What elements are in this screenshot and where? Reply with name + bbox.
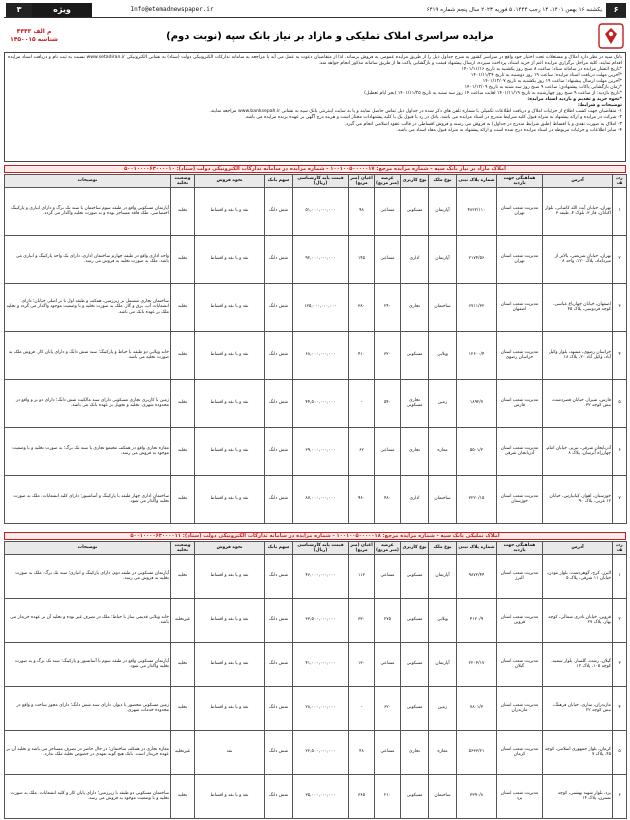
cell-usage-type: تجاری [401,427,429,475]
cell-land-area: مشاعی [375,427,401,475]
bank-logo-icon [596,22,626,50]
col-header-visit-coordination: هماهنگی جهت بازدید [497,175,543,188]
cell-building-area: ۴۸ [349,730,375,774]
table-row [5,774,627,818]
cell-visit-coordination: مدیریت شعب استان قزوین [497,598,543,642]
section-2-bar: املاک تملیکی بانک سپه - شماره مزایده مرجع: ۱۰۰۱۰۰۵۰۰۰۰۰۱۸ - شماره مزایده در سامانه تدارکات الکترونیکی دولت (ستاد): ۵۰۰۱۰۰۰۰۶۳۰۰۰۰۱۱ [4,532,626,540]
cell-description: آپارتمان مسکونی واقع در طبقه سوم با آسانسور و پارکینگ؛ سند تک برگ و به صورت تخلیه واگذار می شود. [5,642,171,686]
cell-property-type: ویلایی [429,598,457,642]
cell-base-price: ۱۲۵,۰۰۰,۰۰۰,۰۰۰ [293,283,349,331]
table-row [5,642,627,686]
cell-description: زمین با کاربری تجاری مسکونی دارای سند مالکیت شش دانگ؛ دارای دو بر و واقع در محدوده شهری. تخلیه و تحویل بر عهده بانک می باشد. [5,379,171,427]
header-special-label: ویژه [32,3,92,17]
col-header-usage-type: نوع کاربری [401,542,429,555]
col-header-property-type: نوع ملک [429,175,457,188]
cell-land-area: مشاعی [375,235,401,283]
col-header-description: توضیحات [5,542,171,555]
cell-vacancy-status: تخلیه [171,554,195,598]
cell-row-number: ۵ [613,379,627,427]
cell-vacancy-status: تخلیه [171,379,195,427]
cell-row-number: ۴ [613,331,627,379]
cell-vacancy-status: غیرتخلیه [171,598,195,642]
table-row [5,331,627,379]
section-1-header-row [5,175,627,188]
cell-visit-coordination: مدیریت شعب استان البرز [497,554,543,598]
cell-bank-share: شش دانگ [265,379,293,427]
table-row [5,187,627,235]
cell-sale-method: نقد و یا نقد و اقساط [195,475,265,523]
cell-usage-type: تجاری [401,730,429,774]
cell-visit-coordination: مدیریت شعب استان آذربایجان شرقی [497,427,543,475]
cell-base-price: ۲۸,۰۰۰,۰۰۰,۰۰۰ [293,686,349,730]
cell-sale-method: نقد و یا نقد و اقساط [195,379,265,427]
col-header-row-number: ردیف [613,542,627,555]
cell-property-type: مغازه [429,427,457,475]
cell-bank-share: شش دانگ [265,686,293,730]
cell-sale-method: نقد و یا نقد و اقساط [195,331,265,379]
table-row [5,730,627,774]
intro-paragraph-1: بانک سپه در نظر دارد املاک و مستغلات تحت اختیار خود واقع در سراسر کشور به شرح جداول ذیل را از طریق مزایده عمومی به فروش برساند. لذا از متقاضیان دعوت به عمل می آید با مراجعه به سامانه تدارکات الکترونیکی دولت (ستاد) به نشانی الکترونیکی www.setadiran.ir نسبت به ثبت نام و دریافت اسناد مزایده اقدام نمایند. کلیه مراحل برگزاری مزایده اعم از خرید اسناد، پرداخت سپرده، ارسال پیشنهاد قیمت و بازگشایی پاکت ها از طریق سامانه مذکور انجام خواهد شد. [8,55,622,66]
cell-vacancy-status: تخلیه [171,642,195,686]
cell-address: خوزستان، اهواز، کیانپارس، خیابان ۱۲ غربی، پلاک ۹۰ [543,475,613,523]
cell-building-area: - [349,379,375,427]
cell-registry-plate: ۵۵۰۱/۲ [457,427,497,475]
cell-building-area: ۳۶۵ [349,774,375,818]
cell-description: آپارتمان مسکونی در طبقه دوم، دارای پارکینگ و انباری؛ سند تک برگ. ملک به صورت تخلیه به فروش می رسد. [5,554,171,598]
cell-land-area: مشاعی [375,554,401,598]
cell-building-area: - [349,686,375,730]
table-row [5,598,627,642]
intro-purchase-heading: *نحوه خرید و تقدیم و بازدید اسناد مزایده: [527,97,622,103]
cell-base-price: ۴۱,۰۰۰,۰۰۰,۰۰۰ [293,642,349,686]
cell-row-number: ۳ [613,283,627,331]
cell-address: قزوین، خیابان نادری شمالی، کوچه بهار، پلاک ۲۷ [543,598,613,642]
cell-property-type: زمین [429,686,457,730]
cell-land-area: ۲۴۰ [375,283,401,331]
cell-vacancy-status: تخلیه [171,774,195,818]
col-header-bank-share: سهم بانک [265,175,293,188]
cell-usage-type: مسکونی [401,554,429,598]
cell-row-number: ۶ [613,427,627,475]
intro-condition-1: ۱- متقاضیان جهت کسب اطلاع از جزئیات املاک و دریافت اطلاعات تکمیلی با شماره تلفن های ذکر شده در جداول ذیل تماس حاصل نمایند و یا به سایت اینترنتی بانک سپه به نشانی www.banksepah.ir مراجعه نمایند. [209,109,622,115]
intro-visit-date: *تاریخ بازدید: از ساعت ۹ صبح روز چهارشنبه به تاریخ ۱۴۰۱/۱۱/۱۹ لغایت ساعت ۱۴ روز سه شنبه به تاریخ ۱۴۰۱/۱۱/۲۵ (بجز ایام تعطیل) [364,91,622,97]
cell-row-number: ۱ [613,187,627,235]
col-header-description: توضیحات [5,175,171,188]
cell-sale-method: نقد و یا نقد و اقساط [195,554,265,598]
col-header-bank-share: سهم بانک [265,542,293,555]
cell-address: تهران، خیابان آیت الله کاشانی، بلوار اکباتان، فاز ۳، بلوک ۴، طبقه ۳ [543,187,613,235]
section-2-table [4,541,627,819]
cell-visit-coordination: مدیریت شعب استان گیلان [497,642,543,686]
cell-row-number: ۱ [613,554,627,598]
table-row [5,235,627,283]
cell-usage-type: اداری [401,475,429,523]
cell-visit-coordination: مدیریت شعب استان کرمان [497,730,543,774]
intro-text-block [4,52,626,162]
cell-base-price: ۶۸,۰۰۰,۰۰۰,۰۰۰ [293,331,349,379]
col-header-land-area: عرصه (متر مربع) [376,175,399,186]
cell-registry-plate: ۱۲۶۰۰/۴ [457,331,497,379]
cell-row-number: ۲ [613,235,627,283]
intro-conditions-heading: توضیحات و شرایط: [577,103,622,109]
header-date-line: یکشنبه ۱۶ بهمن ۱۴۰۱، ۱۴ رجب ۱۴۴۴، ۵ فوریه ۲۰۲۳ سال پنجم شماره ۶۴۱۹ [426,6,602,13]
col-header-sale-method: نحوه فروش [195,175,265,188]
cell-description: آپارتمان مسکونی واقع در طبقه سوم ساختمان با سند تک برگ و دارای انباری و پارکینگ اختصاصی. ملک فاقد مستاجر بوده و به صورت تخلیه واگذار می گردد. [5,187,171,235]
cell-bank-share: شش دانگ [265,235,293,283]
cell-property-type: آپارتمان [429,235,457,283]
cell-row-number: ۵ [613,730,627,774]
cell-bank-share: شش دانگ [265,774,293,818]
cell-description: مغازه تجاری واقع در همکف مجتمع تجاری با سند تک برگ؛ به صورت تخلیه و با وضعیت موجود به فروش می رسد. [5,427,171,475]
cell-usage-type: مسکونی [401,642,429,686]
cell-bank-share: شش دانگ [265,730,293,774]
title-block [4,22,626,50]
cell-registry-plate: ۴۸۲۲/۱۱۰ [457,187,497,235]
col-header-base-price: قیمت پایه کارشناسی (ریال) [293,175,349,188]
cell-base-price: ۳۳,۵۰۰,۰۰۰,۰۰۰ [293,598,349,642]
cell-bank-share: شش دانگ [265,554,293,598]
cell-sale-method: نقد و یا نقد و اقساط [195,774,265,818]
cell-visit-coordination: مدیریت شعب استان خوزستان [497,475,543,523]
header-page-number: ۳ [6,3,32,17]
table-row [5,554,627,598]
col-header-land-area: عرصه (متر مربع) [376,542,399,553]
table-row [5,475,627,523]
cell-land-area: مشاعی [375,187,401,235]
cell-visit-coordination: مدیریت شعب استان اصفهان [497,283,543,331]
cell-land-area: مشاعی [375,730,401,774]
cell-usage-type: اداری [401,235,429,283]
cell-building-area: ۱۴۵ [349,235,375,283]
col-header-sale-method: نحوه فروش [195,542,265,555]
cell-bank-share: شش دانگ [265,187,293,235]
cell-description: ساختمان تجاری مشتمل بر زیرزمین، همکف و طبقه اول با بر اصلی خیابان؛ دارای انشعابات آب، برق و گاز. ملک به صورت تخلیه و با وضعیت موجود واگذار می گردد و تخلیه ملک بر عهده بانک می باشد. [5,283,171,331]
cell-vacancy-status: تخلیه [171,686,195,730]
cell-land-area: ۶۲۰ [375,686,401,730]
cell-property-type: آپارتمان [429,554,457,598]
cell-building-area: ۳۳۰ [349,598,375,642]
cell-sale-method: نقد [195,730,265,774]
cell-base-price: ۹۲,۰۰۰,۰۰۰,۰۰۰ [293,235,349,283]
cell-address: گیلان، رشت، گلسار، بلوار سمیه، کوچه ۱۰۵، پلاک ۱۲ [543,642,613,686]
cell-bank-share: شش دانگ [265,331,293,379]
col-header-registry-plate: شماره پلاک ثبتی [457,542,497,555]
cell-property-type: آپارتمان [429,642,457,686]
cell-registry-plate: ۷۸۰۱/۳ [457,686,497,730]
cell-address: اصفهان، خیابان چهارباغ عباسی، کوچه فردوسی، پلاک ۴۵ [543,283,613,331]
cell-registry-plate: ۶۷۱۱/۳۲ [457,283,497,331]
cell-address: خراسان رضوی، مشهد، بلوار وکیل آباد، وکیل آباد ۲۰، پلاک ۱۸ [543,331,613,379]
cell-address: تهران، خیابان شریعتی، بالاتر از میرداماد، پلاک ۱۲۰، واحد ۸ [543,235,613,283]
intro-docs-deadline: *آخرین مهلت دریافت اسناد مزایده: ساعت ۱۹ روز دوشنبه به تاریخ ۱۴۰۱/۱۱/۲۴ [470,72,622,78]
cell-address: کرمان، بلوار جمهوری اسلامی، کوچه ۴۵، پلاک ۷ [543,730,613,774]
col-header-registry-plate: شماره پلاک ثبتی [457,175,497,188]
cell-land-area: ۲۷۵ [375,598,401,642]
cell-address: فارس، شیراز، خیابان قصردشت، نبش کوچه ۳۲ [543,379,613,427]
cell-property-type: زمین [429,379,457,427]
intro-condition-3: ۳- املاک به صورت نقدی و یا اقساط (طبق شرایط مندرج در جداول) به فروش می رسند و فروش اقساطی در قالب عقود اسلامی انجام می گیرد. [344,121,622,127]
cell-usage-type: مسکونی [401,598,429,642]
cell-bank-share: شش دانگ [265,283,293,331]
notice-title: مزایده سراسری املاک تملیکی و مازاد بر نیاز بانک سپه (نوبت دوم) [166,30,494,42]
cell-usage-type: مسکونی [401,774,429,818]
col-header-address: آدرس [543,175,613,188]
cell-visit-coordination: مدیریت شعب استان خراسان رضوی [497,331,543,379]
cell-property-type: مغازه [429,730,457,774]
cell-property-type: ساختمان [429,774,457,818]
cell-sale-method: نقد و یا نقد و اقساط [195,187,265,235]
cell-address: البرز، کرج، گوهردشت، بلوار موذن، خیابان ۱۱ شرقی، پلاک ۵ [543,554,613,598]
cell-description: ساختمان مسکونی دو طبقه با زیرزمین؛ دارای پایان کار و کلیه انشعابات. ملک به صورت تخلیه و با وضعیت موجود به فروش می رسد. [5,774,171,818]
cell-registry-plate: ۳۲۲۰/۱۵ [457,475,497,523]
cell-description: مغازه تجاری در همکف ساختمان؛ در حال حاضر در تصرف مستاجر می باشد و تخلیه آن بر عهده خریدار است. بانک هیچ گونه تعهدی در خصوص تخلیه ملک ندارد. [5,730,171,774]
cell-description: ساختمان اداری چهار طبقه با پارکینگ و آسانسور؛ دارای کلیه انشعابات. ملک به صورت تخلیه واگذار می شود. [5,475,171,523]
cell-description: زمین مسکونی محصور با دیوار، دارای سند شش دانگ؛ دارای مجوز ساخت و واقع در محدوده خدمات شهری. [5,686,171,730]
intro-publish-date: *تاریخ انتشار مزایده در سامانه ستاد: ساعت ۸ صبح روز یکشنبه به تاریخ ۱۴۰۱/۱۱/۱۶ [461,66,622,72]
cell-visit-coordination: مدیریت شعب استان یزد [497,774,543,818]
cell-building-area: ۹۶۰ [349,475,375,523]
page-header [4,2,626,18]
cell-building-area: ۹۸ [349,187,375,235]
cell-bank-share: شش دانگ [265,642,293,686]
cell-registry-plate: ۵۶۳۳/۲۱ [457,730,497,774]
section-1-table [4,174,627,524]
cell-visit-coordination: مدیریت شعب استان تهران [497,187,543,235]
header-email[interactable]: Info@etemadnewspaper.ir [130,6,214,13]
cell-usage-type: مسکونی [401,686,429,730]
cell-sale-method: نقد و یا نقد و اقساط [195,235,265,283]
intro-opening-date: *زمان بازگشایی پاکات پیشنهادی: ساعت ۹ صبح روز سه شنبه به تاریخ ۱۴۰۱/۱۲/۰۹ [464,84,622,90]
section-1-bar: املاک مازاد بر نیاز بانک سپه - شماره مزایده مرجع: ۱۰۰۱۰۰۵۰۰۰۰۰۱۷ - شماره مزایده در سامانه تدارکات الکترونیکی دولت (ستاد): ۵۰۰۱۰۰۰۰۶۳۰۰۰۰۱۰ [4,165,626,173]
cell-building-area: ۶۲ [349,427,375,475]
cell-usage-type: مسکونی [401,331,429,379]
cell-land-area: مشاعی [375,642,401,686]
cell-building-area: ۱۱۲ [349,554,375,598]
cell-vacancy-status: تخلیه [171,235,195,283]
cell-vacancy-status: تخلیه [171,475,195,523]
col-header-building-area: اعیان (متر مربع) [350,175,373,186]
cell-vacancy-status: تخلیه [171,427,195,475]
col-header-base-price: قیمت پایه کارشناسی (ریال) [293,542,349,555]
section-2-header-row [5,542,627,555]
cell-sale-method: نقد و یا نقد و اقساط [195,642,265,686]
cell-sale-method: نقد و یا نقد و اقساط [195,686,265,730]
table-row [5,686,627,730]
cell-base-price: ۸۷,۰۰۰,۰۰۰,۰۰۰ [293,475,349,523]
cell-description: خانه ویلایی قدیمی ساز با حیاط؛ ملک در تصرف غیر بوده و تخلیه آن بر عهده خریدار می باشد. [5,598,171,642]
cell-base-price: ۳۹,۰۰۰,۰۰۰,۰۰۰ [293,427,349,475]
cell-sale-method: نقد و یا نقد و اقساط [195,283,265,331]
col-header-property-type: نوع ملک [429,542,457,555]
cell-base-price: ۳۵,۰۰۰,۰۰۰,۰۰۰ [293,774,349,818]
cell-registry-plate: ۲۲۰۴/۱۷ [457,642,497,686]
intro-condition-2: ۲- شرکت در مزایده و ارائه پیشنهاد به منزله قبول کلیه شرایط مندرج در اسناد مزایده می باشد. بانک در رد یا قبول یک یا کلیه پیشنهادات مختار است و هزینه درج آگهی بر عهده برنده مزایده می باشد. [244,115,622,121]
cell-bank-share: شش دانگ [265,427,293,475]
col-header-usage-type: نوع کاربری [401,175,429,188]
cell-vacancy-status: تخلیه [171,283,195,331]
col-header-address: آدرس [543,542,613,555]
cell-row-number: ۲ [613,598,627,642]
cell-registry-plate: ۱۸۹۲/۷ [457,379,497,427]
cell-address: یزد، بلوار شهید بهشتی، کوچه نسترن، پلاک ۱۴ [543,774,613,818]
cell-base-price: ۵۱,۰۰۰,۰۰۰,۰۰۰ [293,187,349,235]
table-row [5,427,627,475]
notice-id-line-2: شناسه ۱۴۵۰۰۱۵ [10,36,58,43]
col-header-building-area: اعیان (متر مربع) [350,542,373,553]
cell-sale-method: نقد و یا نقد و اقساط [195,598,265,642]
cell-row-number: ۴ [613,686,627,730]
cell-property-type: آپارتمان [429,187,457,235]
cell-base-price: ۴۶,۰۰۰,۰۰۰,۰۰۰ [293,554,349,598]
cell-registry-plate: ۹۸۷۲/۴۴ [457,554,497,598]
cell-base-price: ۴۴,۵۰۰,۰۰۰,۰۰۰ [293,379,349,427]
cell-bank-share: شش دانگ [265,598,293,642]
cell-vacancy-status: تخلیه [171,331,195,379]
intro-condition-4: ۴- سایر اطلاعات و جزئیات مربوطه در اسناد مزایده درج شده است و ارائه پیشنهاد به منزله قبول مفاد اسناد می باشد. [396,127,622,133]
col-header-visit-coordination: هماهنگی جهت بازدید [497,542,543,555]
cell-row-number: ۳ [613,642,627,686]
cell-address: آذربایجان شرقی، تبریز، خیابان امام، چهارراه آبرسان، پلاک ۸ [543,427,613,475]
intro-offer-deadline: *آخرین مهلت ارسال پیشنهاد: ساعت ۱۹ روز یکشنبه به تاریخ ۱۴۰۱/۱۲/۰۷ [482,78,622,84]
cell-property-type: ساختمان [429,475,457,523]
cell-registry-plate: ۴۱۲۰/۹ [457,598,497,642]
cell-visit-coordination: مدیریت شعب استان مازندران [497,686,543,730]
cell-usage-type: مسکونی [401,187,429,235]
cell-property-type: ساختمان [429,283,457,331]
col-header-row-number: ردیف [613,175,627,188]
cell-building-area: ۳۸۰ [349,283,375,331]
cell-description: واحد اداری واقع در طبقه چهارم ساختمان اداری، دارای یک واحد پارکینگ و انباری می باشد. ملک به صورت تخلیه به فروش می رسد. [5,235,171,283]
notice-id-line-1: م الف ۴۴۴۳ [16,28,52,35]
table-row [5,379,627,427]
cell-base-price: ۲۲,۵۰۰,۰۰۰,۰۰۰ [293,730,349,774]
cell-usage-type: تجاری [401,283,429,331]
cell-registry-plate: ۲۱۷۴/۵۶ [457,235,497,283]
cell-row-number: ۶ [613,774,627,818]
cell-land-area: ۵۴۰ [375,379,401,427]
notice-id-box [4,28,64,44]
col-header-vacancy-status: وضعیت تخلیه [171,542,195,555]
cell-vacancy-status: غیرتخلیه [171,730,195,774]
cell-building-area: ۴۱۰ [349,331,375,379]
cell-sale-method: نقد و یا نقد و اقساط [195,427,265,475]
cell-building-area: ۱۳۰ [349,642,375,686]
cell-land-area: ۴۸۰ [375,475,401,523]
cell-vacancy-status: تخلیه [171,187,195,235]
cell-address: مازندران، ساری، خیابان فرهنگ، نبش کوچه ۲۲ [543,686,613,730]
cell-row-number: ۷ [613,475,627,523]
cell-registry-plate: ۳۳۹۰/۸ [457,774,497,818]
cell-land-area: ۲۱۰ [375,774,401,818]
cell-bank-share: شش دانگ [265,475,293,523]
table-row [5,283,627,331]
cell-visit-coordination: مدیریت شعب استان تهران [497,235,543,283]
header-right-number: ۶ [606,3,626,17]
cell-usage-type: تجاری مسکونی [401,379,429,427]
cell-land-area: ۳۲۰ [375,331,401,379]
cell-property-type: ویلایی [429,331,457,379]
col-header-vacancy-status: وضعیت تخلیه [171,175,195,188]
cell-visit-coordination: مدیریت شعب استان فارس [497,379,543,427]
cell-description: خانه ویلایی دو طبقه با حیاط و پارکینگ؛ سند شش دانگ و دارای پایان کار. فروش ملک به صورت تخلیه می باشد. [5,331,171,379]
